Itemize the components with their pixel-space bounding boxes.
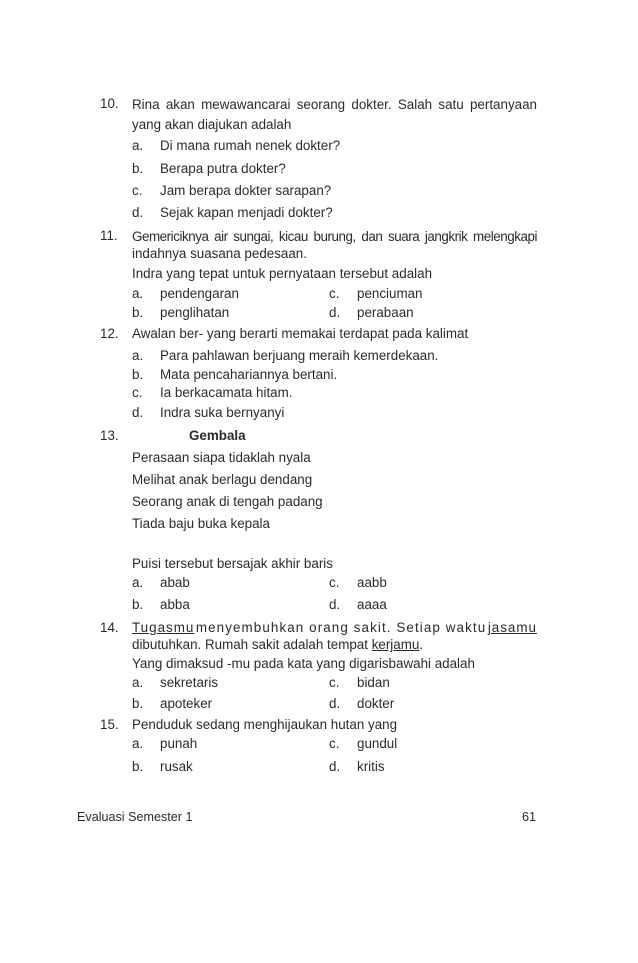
option-text: abab [160,575,190,590]
option-label: c. [132,385,143,400]
poem-title: Gembala [189,428,246,443]
option-text: abba [160,597,190,612]
question-text-line: Rina akan mewawancarai seorang dokter. Salah satu pertanyaan [132,97,537,112]
option-label: c. [132,183,143,198]
option-label: b. [132,696,144,711]
question-prompt: Yang dimaksud -mu pada kata yang digarisbawahi adalah [132,656,475,671]
option-text: penglihatan [160,305,230,320]
option-text: dokter [357,696,395,711]
question-text-line [132,637,423,652]
option-label: a. [132,736,144,751]
option-label: d. [329,305,341,320]
question-number: 10. [100,96,119,111]
option-text: apoteker [160,696,213,711]
option-label: d. [132,405,144,420]
option-text: Para pahlawan berjuang meraih kemerdekaan. [160,348,439,363]
underlined-word: kerjamu [371,637,420,652]
option-text: aaaa [357,597,387,612]
question-text-line: indahnya suasana pedesaan. [132,246,307,261]
question-text-line: Awalan ber- yang berarti memakai terdapat pada kalimat [132,326,469,341]
option-text: aabb [357,575,387,590]
option-text: pendengaran [160,286,239,301]
option-text: rusak [160,759,193,774]
question-number: 13. [100,428,119,443]
option-label: d. [329,759,341,774]
option-text: Indra suka bernyanyi [160,405,285,420]
question-text-fragment: . [419,637,424,652]
option-label: b. [132,597,144,612]
option-text: Sejak kapan menjadi dokter? [160,205,333,220]
question-number: 11. [100,228,118,243]
poem-line: Seorang anak di tengah padang [132,494,323,509]
question-text-fragment: dibutuhkan. Rumah sakit adalah tempat [132,637,372,652]
option-text: Jam berapa dokter sarapan? [160,183,332,198]
poem-line: Melihat anak berlagu dendang [132,472,313,487]
underlined-word: jasamu [487,620,537,635]
option-label: b. [132,367,144,382]
option-text: Ia berkacamata hitam. [160,385,293,400]
option-label: a. [132,575,144,590]
option-text: penciuman [357,286,423,301]
question-text-fragment: menyembuhkan orang sakit. Setiap waktu [195,620,487,635]
option-label: d. [329,696,341,711]
option-text: Berapa putra dokter? [160,161,286,176]
option-text: gundul [357,736,398,751]
option-label: d. [132,205,144,220]
poem-line: Tiada baju buka kepala [132,516,270,531]
option-label: c. [329,675,340,690]
option-text: perabaan [357,305,414,320]
option-label: b. [132,759,144,774]
option-label: c. [329,286,340,301]
option-text: Mata pencahariannya bertani. [160,367,338,382]
question-text-line: Gemericiknya air sungai, kicau burung, dan suara jangkrik melengkapi [132,229,537,244]
option-label: c. [329,575,340,590]
question-text-line: yang akan diajukan adalah [132,117,292,132]
question-text-line: Penduduk sedang menghijaukan hutan yang [132,717,398,732]
option-text: punah [160,736,198,751]
option-label: a. [132,286,144,301]
option-label: a. [132,348,144,363]
question-prompt: Indra yang tepat untuk pernyataan tersebut adalah [132,266,433,281]
option-text: kritis [357,759,385,774]
page-number: 61 [522,810,537,824]
option-label: a. [132,675,144,690]
underlined-word: Tugasmu [132,620,195,635]
poem-line: Perasaan siapa tidaklah nyala [132,450,311,465]
option-text: sekretaris [160,675,219,690]
question-text-line [132,620,537,635]
option-label: b. [132,161,144,176]
option-label: d. [329,597,341,612]
option-label: c. [329,736,340,751]
option-text: bidan [357,675,390,690]
option-label: a. [132,138,144,153]
question-number: 14. [100,620,119,635]
footer-title: Evaluasi Semester 1 [77,810,193,824]
option-label: b. [132,305,144,320]
option-text: Di mana rumah nenek dokter? [160,138,341,153]
question-number: 12. [100,326,119,341]
question-number: 15. [100,717,119,732]
question-prompt: Puisi tersebut bersajak akhir baris [132,556,333,571]
